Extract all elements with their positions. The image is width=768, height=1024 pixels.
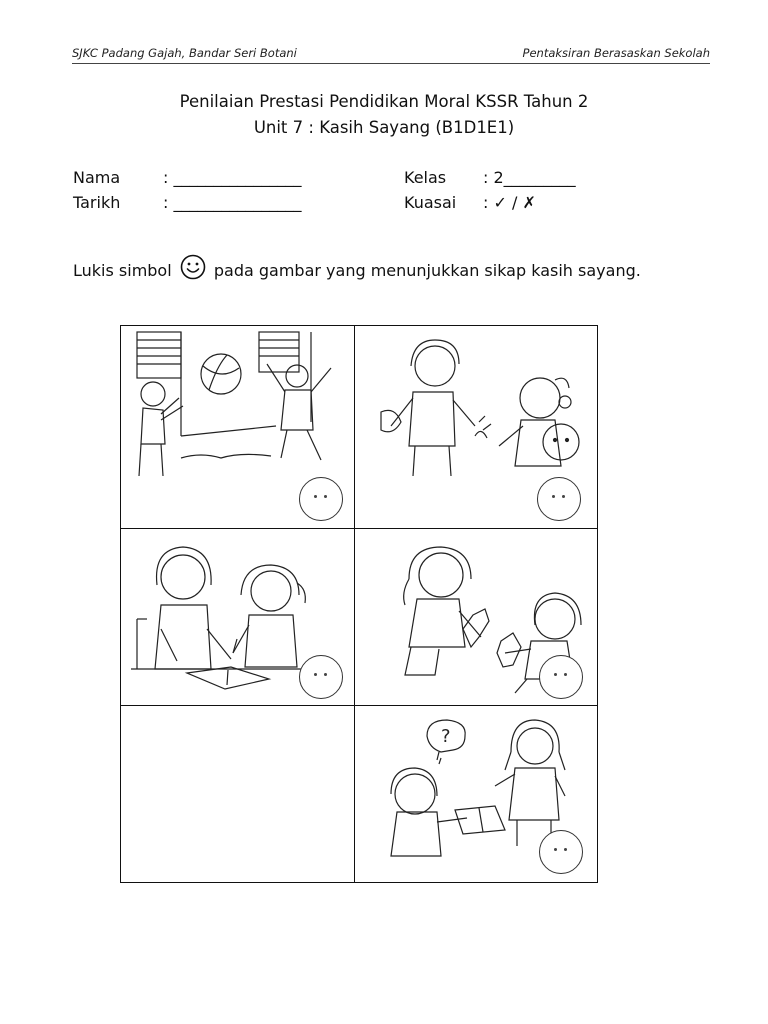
blank-face-circle-icon[interactable]	[537, 477, 581, 521]
blank-face-circle-icon[interactable]	[299, 655, 343, 699]
kelas-label: Kelas	[404, 168, 447, 187]
nama-label: Nama	[73, 168, 121, 187]
school-name: SJKC Padang Gajah, Bandar Seri Botani	[72, 46, 297, 60]
picture-boys-playing-ball	[121, 326, 354, 528]
kuasai-field[interactable]: : ✓ / ✗	[483, 193, 536, 212]
picture-girls-sharing-doll	[355, 529, 598, 705]
blank-face-circle-icon[interactable]	[539, 655, 583, 699]
picture-boy-showing-book	[355, 706, 598, 882]
picture-grid	[120, 325, 598, 883]
smiley-face-icon	[180, 254, 206, 284]
picture-boy-and-girl	[355, 326, 598, 528]
kuasai-label: Kuasai	[404, 193, 457, 212]
assessment-name: Pentaksiran Berasaskan Sekolah	[522, 46, 710, 60]
tarikh-label: Tarikh	[73, 193, 121, 212]
worksheet-subtitle: Unit 7 : Kasih Sayang (B1D1E1)	[253, 118, 515, 137]
blank-face-circle-icon[interactable]	[299, 477, 343, 521]
header-divider	[72, 63, 710, 64]
empty-picture-cell	[121, 706, 354, 882]
picture-teacher-helping-student	[121, 529, 354, 705]
instruction-text	[73, 254, 641, 284]
kelas-field[interactable]: : 2_________	[483, 168, 576, 187]
instruction-after: pada gambar yang menunjukkan sikap kasih sayang.	[213, 261, 641, 280]
blank-face-circle-icon[interactable]	[539, 830, 583, 874]
tarikh-field[interactable]: : ________________	[163, 193, 302, 212]
instruction-before: Lukis simbol	[73, 261, 172, 280]
worksheet-title: Penilaian Prestasi Pendidikan Moral KSSR Tahun 2	[179, 92, 589, 111]
nama-field[interactable]: : ________________	[163, 168, 302, 187]
svg-text:?: ?	[441, 726, 451, 747]
